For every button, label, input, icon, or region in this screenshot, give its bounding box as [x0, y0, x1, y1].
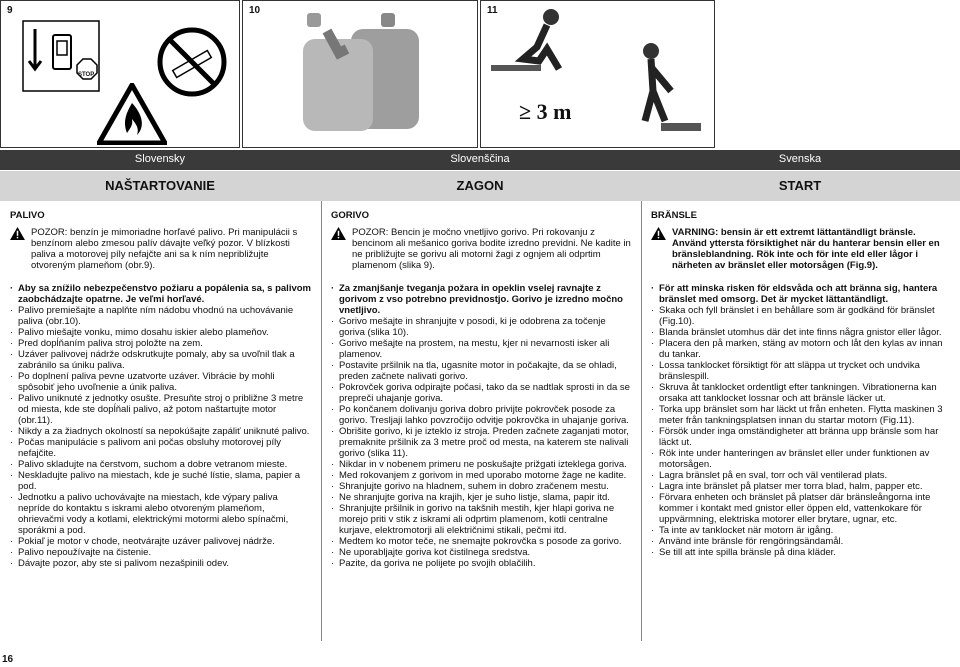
section-title: START [778, 178, 822, 193]
list-item: · Palivo miešajte vonku, mimo dosahu iskier alebo plameňov. [10, 327, 312, 338]
stop-sign-label: STOP [78, 72, 95, 78]
warning-text: VARNING: bensin är ett extremt lättantändligt bränsle. Använd yttersta försiktighet när du hanterar bensin eller en bränsleblandning. Rök inte och för inte eld eller lågor i närheten av bränslet eller motorsågen (Fig.9). [672, 227, 940, 271]
list-item: · Palivo premiešajte a naplňte ním nádobu vhodnú na uchovávanie paliva (obr.10). [10, 305, 312, 327]
list-item: · Nikdy a za žiadnych okolností sa nepokúšajte zapáliť uniknuté palivo. [10, 426, 312, 437]
list-item: · Jednotku a palivo uchovávajte na miestach, kde výpary paliva nepríde do kontaktu s iskrami alebo otvoreným plameňom, ohrievačmi vody a kotlami, elektrickými motormi alebo spínačmi, sporákmi a pod. [10, 492, 312, 536]
language-label: Slovenščina [450, 153, 510, 165]
list-item: · Skaka och fyll bränslet i en behållare som är godkänd för bränslet (Fig.10). [651, 305, 951, 327]
list-item: · Ne shranjujte goriva na krajih, kjer je suho listje, slama, papir itd. [331, 492, 633, 503]
section-title: ZAGON [456, 178, 504, 193]
list-item: · Pazite, da goriva ne polijete po svojih oblačilih. [331, 558, 633, 569]
column-divider [321, 201, 322, 641]
list-item: · Dávajte pozor, aby ste si palivom nezašpinili odev. [10, 558, 312, 569]
list-item: · Lagra bränslet på en sval, torr och väl ventilerad plats. [651, 470, 951, 481]
figure-number: 11 [487, 5, 498, 16]
chainsaw-operator-icon [487, 7, 597, 77]
safe-distance-label: ≥ 3 m [519, 99, 572, 124]
list-item: · Pokrovček goriva odpirajte počasi, tako da se nadtlak sprosti in da se prepreči uhajanje goriva. [331, 382, 633, 404]
list-item: · Shranjujte gorivo na hladnem, suhem in dobro zračenem mestu. [331, 481, 633, 492]
figure-9 [0, 0, 240, 148]
list-item: · Torka upp bränslet som har läckt ut från enheten. Flytta maskinen 3 meter från tankningsplatsen innan du startar motorn (Fig.11). [651, 404, 951, 426]
figure-10 [242, 0, 478, 148]
section-heading: PALIVO [10, 210, 45, 221]
list-item: · Pokiaľ je motor v chode, neotvárajte uzáver palivovej nádrže. [10, 536, 312, 547]
list-item: · Palivo skladujte na čerstvom, suchom a dobre vetranom mieste. [10, 459, 312, 470]
list-item: · Palivo uniknuté z jednotky osušte. Presuňte stroj o približne 3 metre od miesta, kde ste dopĺňali palivo, až potom naštartujte motor (obr.11). [10, 393, 312, 426]
column-slovak [10, 210, 312, 569]
page-number: 16 [2, 654, 14, 665]
list-item: · Gorivo mešajte in shranjujte v posodi, ki je odobrena za točenje goriva (slika 10). [331, 316, 633, 338]
warning-icon [651, 227, 666, 240]
chainsaw-start-icon [631, 41, 711, 141]
column-divider [641, 201, 642, 641]
warning-icon [10, 227, 25, 240]
list-item: · Försök under inga omständigheter att bränna upp bränsle som har läckt ut. [651, 426, 951, 448]
instruction-list [331, 283, 633, 569]
list-item: · Ne uporabljajte goriva kot čistilnega sredstva. [331, 547, 633, 558]
list-item: · Palivo nepoužívajte na čistenie. [10, 547, 312, 558]
list-item: · Rök inte under hanteringen av bränslet eller under funktionen av motorsågen. [651, 448, 951, 470]
list-item: · Pred dopĺňaním paliva stroj položte na zem. [10, 338, 312, 349]
section-heading: GORIVO [331, 210, 370, 221]
warning-text: POZOR: benzín je mimoriadne horľavé palivo. Pri manipulácii s benzínom alebo zmesou palív dávajte veľký pozor. V blízkosti paliva a motorovej píly nefajčte ani sa k ním nepribližujte otvoreným plameňom (obr.9). [31, 227, 298, 271]
warning-block [651, 227, 951, 271]
list-item: · Lagra inte bränslet på platser mer torra blad, halm, papper etc. [651, 481, 951, 492]
list-item: · Medtem ko motor teče, ne snemajte pokrovčka s posode za gorivo. [331, 536, 633, 547]
list-item: · Po doplnení paliva pevne uzatvorte uzáver. Vibrácie by mohli spôsobiť jeho uvoľnenie a únik paliva. [10, 371, 312, 393]
figure-11 [480, 0, 715, 148]
warning-text: POZOR: Bencin je močno vnetljivo gorivo. Pri rokovanju z bencinom ali mešanico goriva bodite izredno previdni. Ne kadite in ne približujte se gorivu ali motorni žagi z ognjem ali odprtim plamenom (slika 9). [352, 227, 631, 271]
list-item: · Lossa tanklocket försiktigt för att släppa ut trycket och undvika bränslespill. [651, 360, 951, 382]
list-item: · Ta inte av tanklocket när motorn är igång. [651, 525, 951, 536]
list-item: · Med rokovanjem z gorivom in med uporabo motorne žage ne kadite. [331, 470, 633, 481]
list-item: · Skruva åt tanklocket ordentligt efter tankningen. Vibrationerna kan orsaka att tanklocket lossnar och att bränsle läcker ut. [651, 382, 951, 404]
list-item: · Neskladujte palivo na miestach, kde je suché lístie, slama, papier a pod. [10, 470, 312, 492]
fuel-stop-icon [21, 19, 101, 99]
list-item: · Se till att inte spilla bränsle på dina kläder. [651, 547, 951, 558]
list-item: · Blanda bränslet utomhus där det inte finns några gnistor eller lågor. [651, 327, 951, 338]
column-slovenian [331, 210, 633, 569]
section-heading: BRÄNSLE [651, 210, 697, 221]
warning-block [10, 227, 312, 271]
list-item: · Aby sa znížilo nebezpečenstvo požiaru a popálenia sa, s palivom zaobchádzajte opatrne. Je veľmi horľavé. [10, 283, 312, 305]
list-item: · Obrišite gorivo, ki je izteklo iz stroja. Preden začnete zaganjati motor, premaknite pršilnik za 3 metre proč od mesta, na katerem ste nalivali gorivo (slika 11). [331, 426, 633, 459]
language-label: Slovensky [134, 153, 186, 165]
list-item: · Förvara enheten och bränslet på platser där bränsleångorna inte kommer i kontakt med gnistor eller öppen eld, vattenkokare för uppvärmning, elektriska motorer eller brytare, ugnar, etc. [651, 492, 951, 525]
list-item: · Uzáver palivovej nádrže odskrutkujte pomaly, aby sa uvoľnil tlak a zabránilo sa úniku paliva. [10, 349, 312, 371]
list-item: · Postavite pršilnik na tla, ugasnite motor in počakajte, da se ohladi, preden začnete nalivati gorivo. [331, 360, 633, 382]
column-swedish [651, 210, 951, 558]
list-item: · Gorivo mešajte na prostem, na mestu, kjer ni nevarnosti isker ali plamenov. [331, 338, 633, 360]
list-item: · Placera den på marken, stäng av motorn och låt den kylas av innan du tankar. [651, 338, 951, 360]
instruction-list [10, 283, 312, 569]
warning-icon [331, 227, 346, 240]
instruction-list [651, 283, 951, 558]
list-item: · Nikdar in v nobenem primeru ne poskušajte prižgati izteklega goriva. [331, 459, 633, 470]
list-item: · Za zmanjšanje tveganja požara in opeklin vselej ravnajte z gorivom z vso potrebno previdnostjo. Gorivo je izredno močno vnetljivo. [331, 283, 633, 316]
list-item: · Po končanem dolivanju goriva dobro privijte pokrovček posode za gorivo. Tresljaji lahko povzročijo odvitje pokrovčka in uhajanje goriva. [331, 404, 633, 426]
section-title: NAŠTARTOVANIE [105, 178, 215, 193]
list-item: · För att minska risken för eldsvåda och att bränna sig, hantera bränslet med omsorg. Det är mycket lättantändligt. [651, 283, 951, 305]
language-label: Svenska [778, 153, 822, 165]
figure-number: 10 [249, 5, 261, 16]
figure-number: 9 [7, 5, 13, 16]
flammable-warning-icon [97, 83, 167, 145]
list-item: · Använd inte bränsle för rengöringsändamål. [651, 536, 951, 547]
list-item: · Shranjujte pršilnik in gorivo na takšnih mestih, kjer hlapi goriva ne morejo priti v stik z iskrami ali odprtim plamenom, kotli centralne kurjave, elektromotorji ali električnimi stikali, pečmi itd. [331, 503, 633, 536]
warning-block [331, 227, 633, 271]
fuel-can-icon [293, 11, 433, 141]
list-item: · Počas manipulácie s palivom ani počas obsluhy motorovej píly nefajčite. [10, 437, 312, 459]
